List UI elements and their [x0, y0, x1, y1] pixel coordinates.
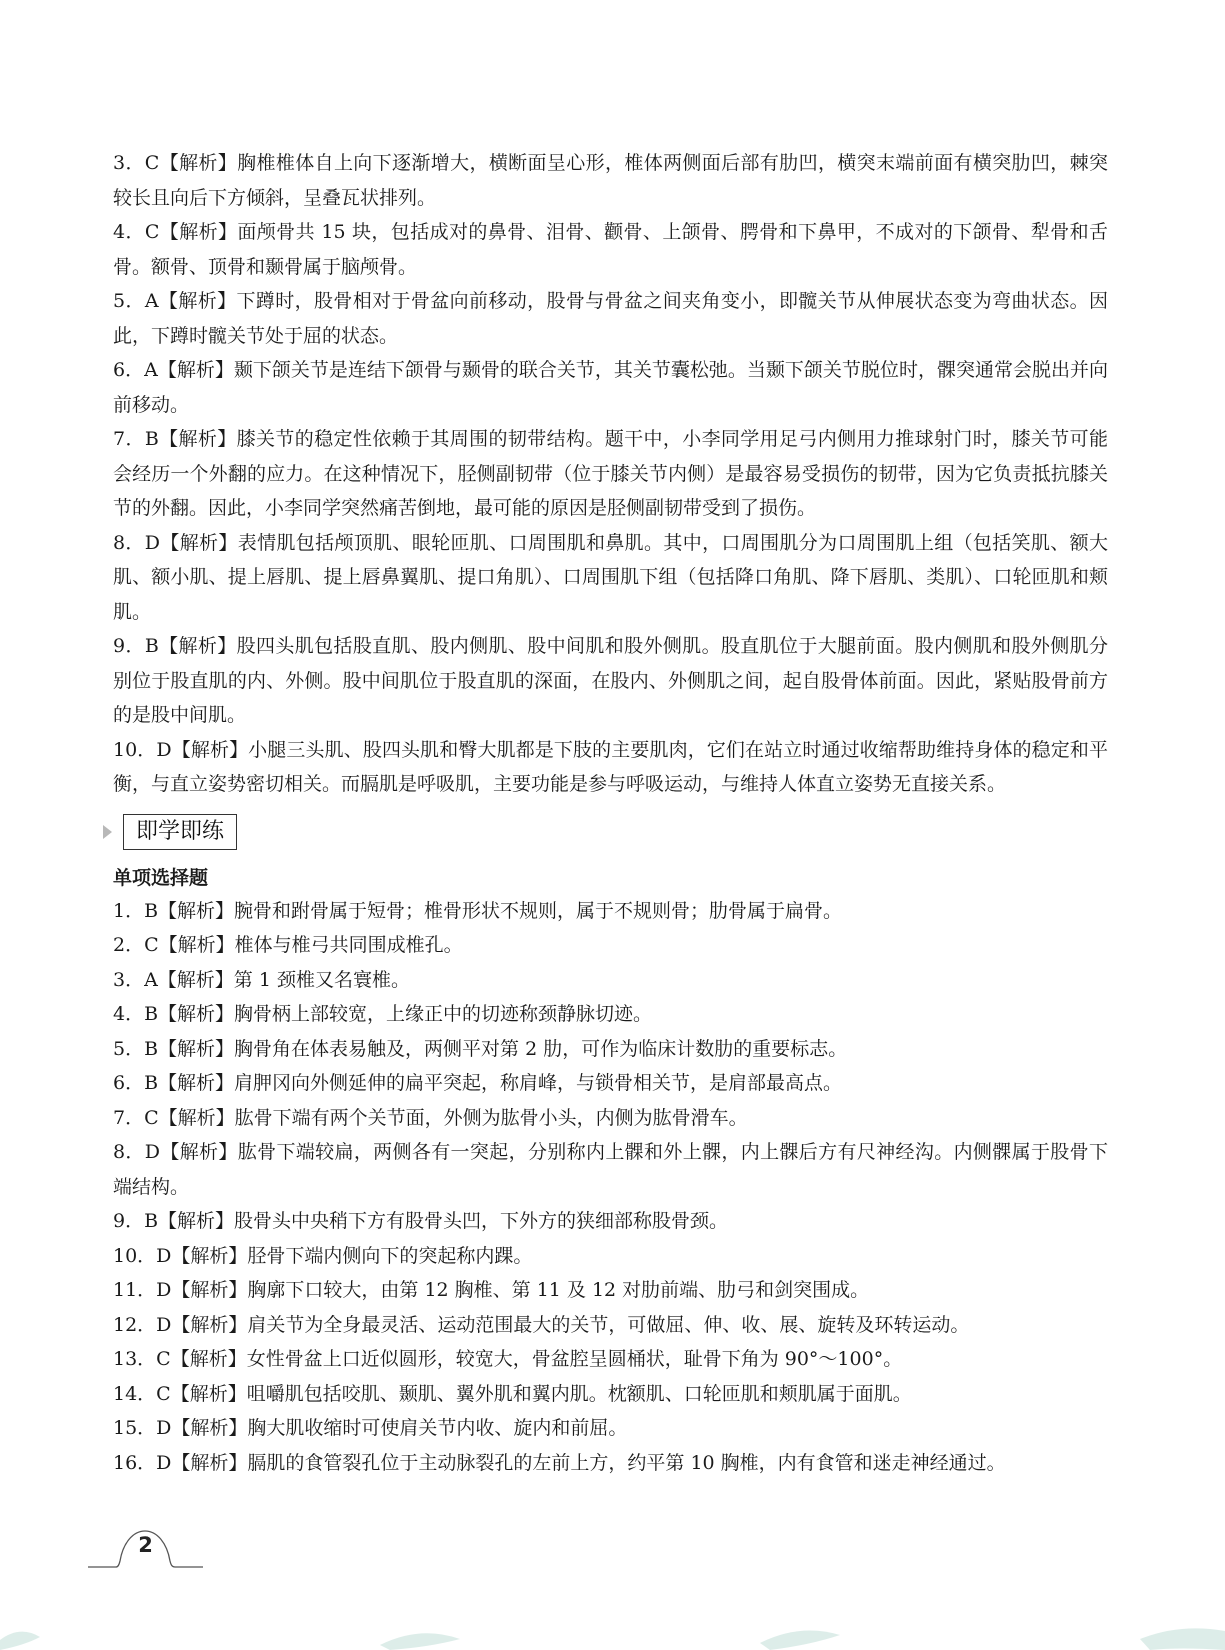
answer-paragraph: 16．D【解析】膈肌的食管裂孔位于主动脉裂孔的左前上方，约平第 10 胸椎，内有食管和迷走神经通过。 — [113, 1451, 1006, 1474]
answer-paragraph: 7．C【解析】肱骨下端有两个关节面，外侧为肱骨小头，内侧为肱骨滑车。 — [113, 1106, 748, 1129]
answer-paragraph: 7．B【解析】膝关节的稳定性依赖于其周围的韧带结构。题干中，小李同学用足弓内侧用力推球射门时，膝关节可能会经历一个外翻的应力。在这种情况下，胫侧副韧带（位于膝关节内侧）是最容易受损伤的韧带，因为它负责抵抗膝关节的外翻。因此，小李同学突然痛苦倒地，最可能的原因是胫侧副韧带受到了损伤。 — [113, 428, 1108, 519]
section-title: 即学即练 — [123, 814, 237, 850]
answer-list-bottom — [113, 894, 1108, 1481]
answer-paragraph: 8．D【解析】肱骨下端较扁，两侧各有一突起，分别称内上髁和外上髁，内上髁后方有尺神经沟。内侧髁属于股骨下端结构。 — [113, 1141, 1108, 1198]
answer-paragraph: 10．D【解析】小腿三头肌、股四头肌和臀大肌都是下肢的主要肌肉，它们在站立时通过收缩帮助维持身体的稳定和平衡，与直立姿势密切相关。而膈肌是呼吸肌，主要功能是参与呼吸运动，与维持人体直立姿势无直接关系。 — [113, 738, 1108, 795]
answer-paragraph: 1．B【解析】腕骨和跗骨属于短骨；椎骨形状不规则，属于不规则骨；肋骨属于扁骨。 — [113, 899, 843, 922]
answer-paragraph: 5．A【解析】下蹲时，股骨相对于骨盆向前移动，股骨与骨盆之间夹角变小，即髋关节从伸展状态变为弯曲状态。因此，下蹲时髋关节处于屈的状态。 — [113, 290, 1108, 347]
answer-paragraph: 14．C【解析】咀嚼肌包括咬肌、颞肌、翼外肌和翼内肌。枕额肌、口轮匝肌和颊肌属于面肌。 — [113, 1382, 912, 1405]
answer-paragraph: 10．D【解析】胫骨下端内侧向下的突起称内踝。 — [113, 1244, 533, 1267]
answer-paragraph: 11．D【解析】胸廓下口较大，由第 12 胸椎、第 11 及 12 对肋前端、肋弓和剑突围成。 — [113, 1279, 870, 1301]
triangle-arrow-icon — [103, 825, 112, 839]
decorative-watermark — [0, 1595, 1225, 1650]
answer-paragraph: 2．C【解析】椎体与椎弓共同围成椎孔。 — [113, 934, 463, 956]
answer-paragraph: 9．B【解析】股四头肌包括股直肌、股内侧肌、股中间肌和股外侧肌。股直肌位于大腿前面。股内侧肌和股外侧肌分别位于股直肌的内、外侧。股中间肌位于股直肌的深面，在股内、外侧肌之间，起自股骨体前面。因此，紧贴股骨前方的是股中间肌。 — [113, 635, 1108, 726]
answer-paragraph: 4．B【解析】胸骨柄上部较宽，上缘正中的切迹称颈静脉切迹。 — [113, 1003, 653, 1025]
page-number-badge — [88, 1525, 203, 1569]
answer-paragraph: 9．B【解析】股骨头中央稍下方有股骨头凹，下外方的狭细部称股骨颈。 — [113, 1210, 729, 1232]
answer-paragraph: 5．B【解析】胸骨角在体表易触及，两侧平对第 2 肋，可作为临床计数肋的重要标志。 — [113, 1037, 848, 1060]
answer-paragraph: 12．D【解析】肩关节为全身最灵活、运动范围最大的关节，可做屈、伸、收、展、旋转及环转运动。 — [113, 1313, 970, 1336]
answer-paragraph: 3．A【解析】第 1 颈椎又名寰椎。 — [113, 968, 410, 991]
answer-paragraph: 6．A【解析】颞下颌关节是连结下颌骨与颞骨的联合关节，其关节囊松弛。当颞下颌关节脱位时，髁突通常会脱出并向前移动。 — [113, 359, 1108, 416]
answer-paragraph: 13．C【解析】女性骨盆上口近似圆形，较宽大，骨盆腔呈圆桶状，耻骨下角为 90°～100°。 — [113, 1348, 903, 1370]
page-content — [113, 146, 1108, 1480]
answer-paragraph: 6．B【解析】肩胛冈向外侧延伸的扁平突起，称肩峰，与锁骨相关节，是肩部最高点。 — [113, 1072, 843, 1094]
page-number: 2 — [138, 1533, 153, 1557]
answer-paragraph: 4．C【解析】面颅骨共 15 块，包括成对的鼻骨、泪骨、颧骨、上颌骨、腭骨和下鼻甲，不成对的下颌骨、犁骨和舌骨。额骨、顶骨和颞骨属于脑颅骨。 — [113, 221, 1108, 278]
answer-paragraph: 3．C【解析】胸椎椎体自上向下逐渐增大，横断面呈心形，椎体两侧面后部有肋凹，横突末端前面有横突肋凹，棘突较长且向后下方倾斜，呈叠瓦状排列。 — [113, 152, 1108, 209]
section-header — [113, 814, 1108, 852]
answer-paragraph: 8．D【解析】表情肌包括颅顶肌、眼轮匝肌、口周围肌和鼻肌。其中，口周围肌分为口周围肌上组（包括笑肌、额大肌、额小肌、提上唇肌、提上唇鼻翼肌、提口角肌）、口周围肌下组（包括降口角肌、降下唇肌、类肌）、口轮匝肌和颊肌。 — [113, 531, 1108, 623]
answer-list-top — [113, 146, 1108, 802]
answer-paragraph: 15．D【解析】胸大肌收缩时可使肩关节内收、旋内和前屈。 — [113, 1417, 628, 1439]
subheading: 单项选择题 — [113, 866, 209, 889]
